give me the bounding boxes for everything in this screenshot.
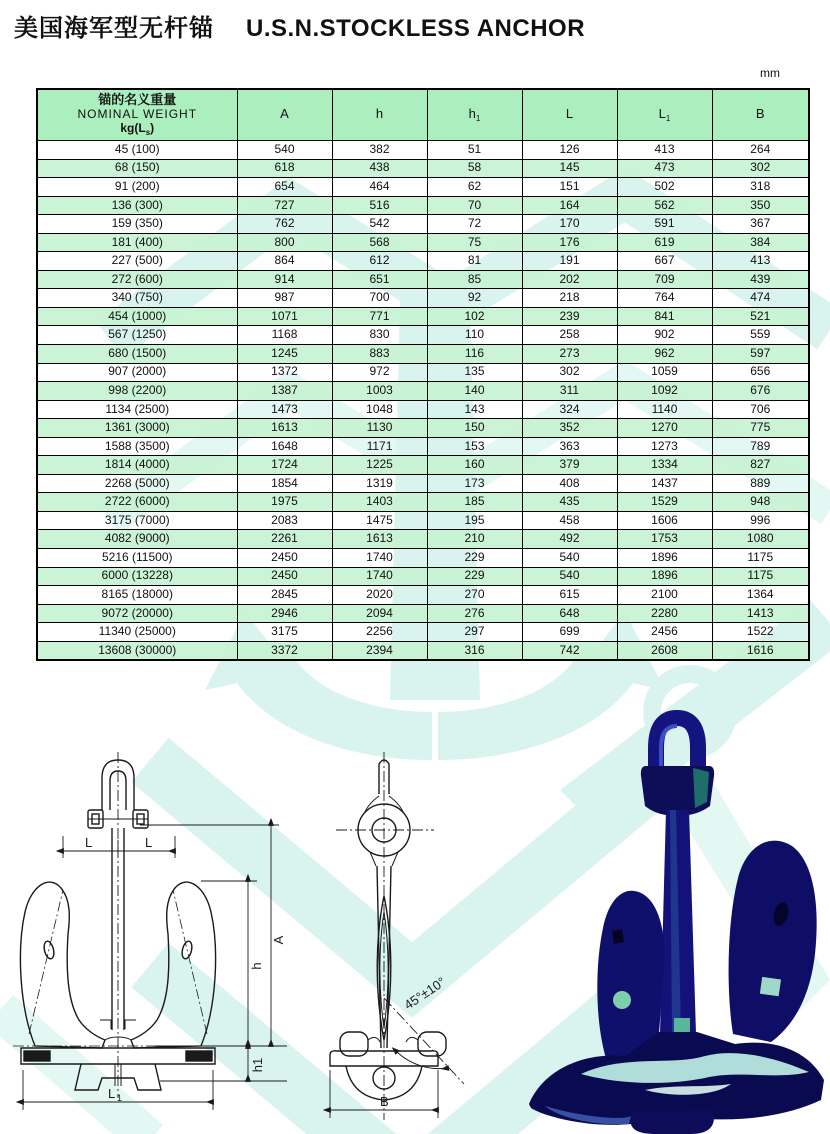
table-row	[37, 289, 809, 308]
header-col-h1: $h_1$	[427, 89, 522, 141]
header-name-en: NOMINAL WEIGHT	[77, 106, 198, 121]
cell-value: 1175	[712, 567, 809, 586]
cell-nominal-weight: 9072 (20000)	[37, 604, 237, 623]
cell-value: 439	[712, 270, 809, 289]
cell-value: 883	[332, 345, 427, 364]
table-row	[37, 363, 809, 382]
cell-value: 1171	[332, 437, 427, 456]
cell-value: 1616	[712, 641, 809, 660]
cell-nominal-weight: 2268 (5000)	[37, 474, 237, 493]
cell-value: 902	[617, 326, 712, 345]
cell-nominal-weight: 5216 (11500)	[37, 549, 237, 568]
spec-table-body	[37, 141, 809, 661]
table-row	[37, 159, 809, 178]
cell-value: 775	[712, 419, 809, 438]
header-name-zh: 锚的名义重量	[98, 92, 177, 108]
header-nominal-weight	[37, 89, 237, 141]
cell-value: 202	[522, 270, 617, 289]
cell-value: 170	[522, 215, 617, 234]
cell-value: 58	[427, 159, 522, 178]
cell-value: 1740	[332, 567, 427, 586]
cell-nominal-weight: 272 (600)	[37, 270, 237, 289]
cell-value: 1140	[617, 400, 712, 419]
cell-value: 1364	[712, 586, 809, 605]
dim-label-A: A	[271, 935, 286, 945]
table-row	[37, 641, 809, 660]
cell-value: 110	[427, 326, 522, 345]
cell-value: 2100	[617, 586, 712, 605]
cell-value: 297	[427, 623, 522, 642]
table-row	[37, 141, 809, 160]
cell-value: 1740	[332, 549, 427, 568]
dim-label-L-right: L	[145, 835, 153, 850]
header-col-L: L	[522, 89, 617, 141]
cell-value: 651	[332, 270, 427, 289]
cell-value: 591	[617, 215, 712, 234]
cell-value: 618	[237, 159, 332, 178]
cell-value: 1092	[617, 382, 712, 401]
cell-nominal-weight: 136 (300)	[37, 196, 237, 215]
cell-value: 562	[617, 196, 712, 215]
cell-nominal-weight: 998 (2200)	[37, 382, 237, 401]
cell-value: 150	[427, 419, 522, 438]
cell-value: 1606	[617, 511, 712, 530]
cell-nominal-weight: 4082 (9000)	[37, 530, 237, 549]
cell-value: 1896	[617, 549, 712, 568]
table-row	[37, 437, 809, 456]
table-row	[37, 233, 809, 252]
cell-value: 2280	[617, 604, 712, 623]
cell-value: 438	[332, 159, 427, 178]
cell-value: 185	[427, 493, 522, 512]
cell-value: 1071	[237, 307, 332, 326]
cell-value: 948	[712, 493, 809, 512]
header-col-B: B	[712, 89, 809, 141]
cell-value: 85	[427, 270, 522, 289]
cell-value: 367	[712, 215, 809, 234]
title-english: U.S.N.STOCKLESS ANCHOR	[246, 15, 586, 42]
cell-value: 273	[522, 345, 617, 364]
cell-value: 210	[427, 530, 522, 549]
cell-value: 316	[427, 641, 522, 660]
cell-value: 700	[332, 289, 427, 308]
cell-value: 1753	[617, 530, 712, 549]
cell-nominal-weight: 159 (350)	[37, 215, 237, 234]
table-row	[37, 252, 809, 271]
cell-value: 1168	[237, 326, 332, 345]
cell-value: 648	[522, 604, 617, 623]
cell-value: 116	[427, 345, 522, 364]
cell-value: 972	[332, 363, 427, 382]
cell-value: 70	[427, 196, 522, 215]
cell-value: 153	[427, 437, 522, 456]
cell-value: 474	[712, 289, 809, 308]
cell-nominal-weight: 13608 (30000)	[37, 641, 237, 660]
cell-value: 176	[522, 233, 617, 252]
table-row	[37, 307, 809, 326]
cell-value: 996	[712, 511, 809, 530]
spec-table-header-row	[37, 89, 809, 141]
cell-value: 1403	[332, 493, 427, 512]
table-row	[37, 623, 809, 642]
cell-value: 1080	[712, 530, 809, 549]
cell-value: 709	[617, 270, 712, 289]
cell-value: 1475	[332, 511, 427, 530]
cell-value: 742	[522, 641, 617, 660]
cell-value: 1854	[237, 474, 332, 493]
cell-value: 540	[522, 549, 617, 568]
cell-value: 143	[427, 400, 522, 419]
cell-value: 302	[712, 159, 809, 178]
cell-value: 1372	[237, 363, 332, 382]
cell-value: 1724	[237, 456, 332, 475]
cell-value: 258	[522, 326, 617, 345]
cell-nominal-weight: 680 (1500)	[37, 345, 237, 364]
table-row	[37, 196, 809, 215]
cell-value: 92	[427, 289, 522, 308]
cell-value: 2261	[237, 530, 332, 549]
cell-value: 727	[237, 196, 332, 215]
cell-value: 2256	[332, 623, 427, 642]
cell-value: 502	[617, 178, 712, 197]
table-row	[37, 604, 809, 623]
cell-value: 789	[712, 437, 809, 456]
dim-label-L1-sub: 1	[117, 1093, 123, 1103]
cell-value: 2608	[617, 641, 712, 660]
page-title	[14, 8, 585, 43]
table-row	[37, 567, 809, 586]
cell-value: 540	[237, 141, 332, 160]
table-row	[37, 215, 809, 234]
cell-value: 1334	[617, 456, 712, 475]
dim-label-h1: h1	[250, 1057, 265, 1073]
cell-value: 762	[237, 215, 332, 234]
header-col-L1: $L_1$	[617, 89, 712, 141]
cell-nominal-weight: 11340 (25000)	[37, 623, 237, 642]
cell-value: 264	[712, 141, 809, 160]
cell-value: 1273	[617, 437, 712, 456]
cell-value: 656	[712, 363, 809, 382]
cell-value: 164	[522, 196, 617, 215]
cell-value: 140	[427, 382, 522, 401]
cell-value: 2450	[237, 549, 332, 568]
cell-value: 51	[427, 141, 522, 160]
unit-note: mm	[760, 66, 780, 80]
cell-value: 218	[522, 289, 617, 308]
cell-nominal-weight: 1361 (3000)	[37, 419, 237, 438]
table-row	[37, 493, 809, 512]
cell-value: 145	[522, 159, 617, 178]
cell-value: 764	[617, 289, 712, 308]
cell-value: 318	[712, 178, 809, 197]
cell-value: 2020	[332, 586, 427, 605]
table-row	[37, 530, 809, 549]
cell-value: 654	[237, 178, 332, 197]
cell-value: 2083	[237, 511, 332, 530]
cell-value: 559	[712, 326, 809, 345]
cell-value: 270	[427, 586, 522, 605]
cell-value: 75	[427, 233, 522, 252]
cell-value: 516	[332, 196, 427, 215]
cell-value: 612	[332, 252, 427, 271]
table-row	[37, 586, 809, 605]
cell-nominal-weight: 45 (100)	[37, 141, 237, 160]
cell-value: 2450	[237, 567, 332, 586]
cell-nominal-weight: 6000 (13228)	[37, 567, 237, 586]
anchor-photo	[525, 702, 830, 1134]
cell-nominal-weight: 68 (150)	[37, 159, 237, 178]
cell-value: 667	[617, 252, 712, 271]
table-row	[37, 345, 809, 364]
cell-value: 830	[332, 326, 427, 345]
cell-value: 1225	[332, 456, 427, 475]
cell-value: 191	[522, 252, 617, 271]
cell-value: 1522	[712, 623, 809, 642]
dim-label-L1: L	[108, 1086, 116, 1101]
cell-nominal-weight: 1814 (4000)	[37, 456, 237, 475]
cell-value: 521	[712, 307, 809, 326]
cell-value: 676	[712, 382, 809, 401]
cell-value: 81	[427, 252, 522, 271]
cell-value: 379	[522, 456, 617, 475]
cell-value: 324	[522, 400, 617, 419]
cell-nominal-weight: 2722 (6000)	[37, 493, 237, 512]
cell-nominal-weight: 340 (750)	[37, 289, 237, 308]
cell-value: 1473	[237, 400, 332, 419]
cell-value: 408	[522, 474, 617, 493]
cell-value: 597	[712, 345, 809, 364]
table-row	[37, 178, 809, 197]
table-row	[37, 270, 809, 289]
cell-value: 1387	[237, 382, 332, 401]
cell-value: 619	[617, 233, 712, 252]
cell-nominal-weight: 454 (1000)	[37, 307, 237, 326]
table-row	[37, 419, 809, 438]
cell-nominal-weight: 1588 (3500)	[37, 437, 237, 456]
cell-value: 173	[427, 474, 522, 493]
cell-value: 771	[332, 307, 427, 326]
table-row	[37, 326, 809, 345]
header-unit: $kg(L_s)$	[120, 120, 155, 137]
cell-nominal-weight: 227 (500)	[37, 252, 237, 271]
table-row	[37, 474, 809, 493]
cell-value: 3175	[237, 623, 332, 642]
cell-value: 350	[712, 196, 809, 215]
dim-label-B: B	[380, 1094, 389, 1109]
cell-value: 492	[522, 530, 617, 549]
cell-value: 2845	[237, 586, 332, 605]
cell-value: 229	[427, 549, 522, 568]
cell-value: 1529	[617, 493, 712, 512]
cell-value: 889	[712, 474, 809, 493]
cell-value: 706	[712, 400, 809, 419]
cell-value: 1048	[332, 400, 427, 419]
cell-value: 435	[522, 493, 617, 512]
cell-value: 62	[427, 178, 522, 197]
cell-value: 102	[427, 307, 522, 326]
cell-value: 2946	[237, 604, 332, 623]
cell-value: 352	[522, 419, 617, 438]
table-row	[37, 382, 809, 401]
cell-value: 914	[237, 270, 332, 289]
cell-value: 841	[617, 307, 712, 326]
dim-label-L-left: L	[85, 835, 93, 850]
cell-value: 384	[712, 233, 809, 252]
cell-value: 302	[522, 363, 617, 382]
cell-value: 1613	[237, 419, 332, 438]
cell-value: 864	[237, 252, 332, 271]
title-chinese: 美国海军型无杆锚	[14, 15, 214, 42]
angle-label: 45°±10°	[401, 974, 449, 1013]
cell-value: 1896	[617, 567, 712, 586]
spec-table	[36, 88, 810, 661]
cell-value: 473	[617, 159, 712, 178]
cell-value: 135	[427, 363, 522, 382]
cell-value: 413	[712, 252, 809, 271]
cell-value: 1613	[332, 530, 427, 549]
cell-nominal-weight: 567 (1250)	[37, 326, 237, 345]
cell-value: 962	[617, 345, 712, 364]
cell-value: 568	[332, 233, 427, 252]
cell-value: 1975	[237, 493, 332, 512]
cell-value: 239	[522, 307, 617, 326]
cell-nominal-weight: 907 (2000)	[37, 363, 237, 382]
cell-value: 2094	[332, 604, 427, 623]
cell-value: 195	[427, 511, 522, 530]
cell-value: 126	[522, 141, 617, 160]
cell-value: 1059	[617, 363, 712, 382]
cell-value: 311	[522, 382, 617, 401]
cell-nominal-weight: 181 (400)	[37, 233, 237, 252]
cell-value: 1130	[332, 419, 427, 438]
cell-value: 542	[332, 215, 427, 234]
cell-nominal-weight: 91 (200)	[37, 178, 237, 197]
cell-value: 1175	[712, 549, 809, 568]
table-row	[37, 511, 809, 530]
cell-value: 160	[427, 456, 522, 475]
cell-value: 229	[427, 567, 522, 586]
cell-nominal-weight: 3175 (7000)	[37, 511, 237, 530]
table-row	[37, 400, 809, 419]
header-col-A: A	[237, 89, 332, 141]
cell-value: 72	[427, 215, 522, 234]
cell-value: 1413	[712, 604, 809, 623]
cell-value: 363	[522, 437, 617, 456]
cell-value: 151	[522, 178, 617, 197]
cell-value: 699	[522, 623, 617, 642]
header-col-h: h	[332, 89, 427, 141]
cell-value: 1319	[332, 474, 427, 493]
cell-value: 3372	[237, 641, 332, 660]
cell-value: 458	[522, 511, 617, 530]
cell-value: 1437	[617, 474, 712, 493]
cell-value: 2394	[332, 641, 427, 660]
cell-value: 2456	[617, 623, 712, 642]
cell-nominal-weight: 8165 (18000)	[37, 586, 237, 605]
cell-value: 615	[522, 586, 617, 605]
cell-value: 382	[332, 141, 427, 160]
cell-value: 464	[332, 178, 427, 197]
table-row	[37, 456, 809, 475]
cell-value: 1648	[237, 437, 332, 456]
cell-value: 827	[712, 456, 809, 475]
cell-value: 800	[237, 233, 332, 252]
cell-nominal-weight: 1134 (2500)	[37, 400, 237, 419]
cell-value: 1003	[332, 382, 427, 401]
cell-value: 276	[427, 604, 522, 623]
cell-value: 987	[237, 289, 332, 308]
front-view-drawing	[5, 748, 297, 1130]
table-row	[37, 549, 809, 568]
cell-value: 1245	[237, 345, 332, 364]
cell-value: 413	[617, 141, 712, 160]
side-view-drawing	[300, 748, 492, 1126]
cell-value: 540	[522, 567, 617, 586]
dim-label-h: h	[249, 962, 264, 970]
cell-value: 1270	[617, 419, 712, 438]
